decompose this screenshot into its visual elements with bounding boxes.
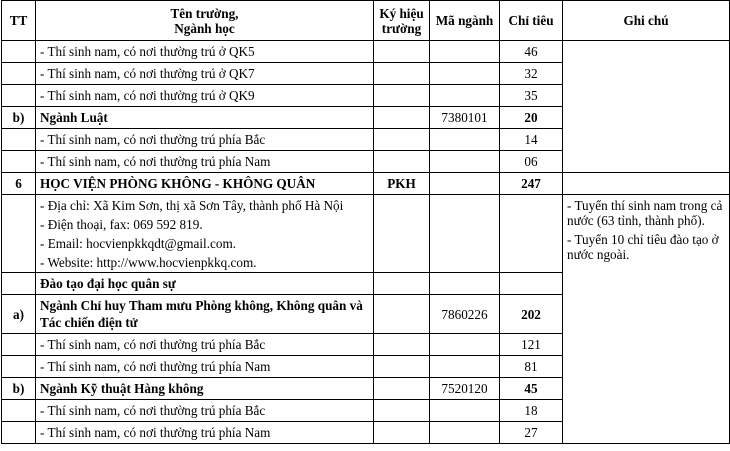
- row-quota: 27: [500, 422, 563, 444]
- email-line: - Email: hocvienpkkqdt@gmail.com.: [40, 236, 236, 251]
- row-quota: [500, 273, 563, 295]
- row-tt: [2, 334, 36, 356]
- row-name: - Thí sinh nam, có nơi thường trú phía Nam: [36, 422, 374, 444]
- row-name: - Thí sinh nam, có nơi thường trú ở QK9: [36, 85, 374, 107]
- header-code-line1: Ký hiệu: [379, 5, 424, 21]
- row-school-code: [374, 400, 430, 422]
- row-name: - Thí sinh nam, có nơi thường trú phía Nam: [36, 356, 374, 378]
- row-tt: [2, 41, 36, 63]
- row-quota: 14: [500, 129, 563, 151]
- row-name: - Thí sinh nam, có nơi thường trú ở QK7: [36, 63, 374, 85]
- row-school-code: [374, 85, 430, 107]
- row-major-code: [430, 422, 500, 444]
- row-tt: [2, 273, 36, 295]
- row-major-code: [430, 41, 500, 63]
- row-school-code: [374, 107, 430, 129]
- table-row: [2, 195, 730, 273]
- row-major-code: [430, 334, 500, 356]
- row-school-code: [374, 63, 430, 85]
- row-major-code: [430, 400, 500, 422]
- header-major-code: Mã ngành: [430, 1, 500, 41]
- row-quota: 81: [500, 356, 563, 378]
- row-name: - Thí sinh nam, có nơi thường trú phía Bắc: [36, 129, 374, 151]
- row-major-code: [430, 151, 500, 173]
- header-row: [2, 1, 730, 41]
- row-quota: 35: [500, 85, 563, 107]
- row-school-code: [374, 41, 430, 63]
- header-note: Ghi chú: [563, 1, 730, 41]
- row-major-code: [430, 273, 500, 295]
- header-name-line2: Ngành học: [174, 20, 235, 36]
- table-row: [2, 41, 730, 63]
- row-quota: 247: [500, 173, 563, 195]
- header-tt: TT: [2, 1, 36, 41]
- row-note-empty: [563, 41, 730, 173]
- row-major-code: 7860226: [430, 295, 500, 334]
- row-quota: 06: [500, 151, 563, 173]
- row-major-code: [430, 85, 500, 107]
- row-tt: [2, 400, 36, 422]
- row-name: Ngành Chỉ huy Tham mưu Phòng không, Không quân và Tác chiến điện tử: [36, 295, 374, 334]
- row-quota: 45: [500, 378, 563, 400]
- note-recruit-nationwide: - Tuyển thí sinh nam trong cả nước (63 tỉnh, thành phố).: [567, 198, 723, 228]
- row-name: Đào tạo đại học quân sự: [36, 273, 374, 295]
- row-tt: [2, 356, 36, 378]
- header-school-code: [374, 1, 430, 41]
- row-name: Ngành Kỹ thuật Hàng không: [36, 378, 374, 400]
- row-quota: 46: [500, 41, 563, 63]
- row-name: - Thí sinh nam, có nơi thường trú phía Bắc: [36, 334, 374, 356]
- row-major-code: 7520120: [430, 378, 500, 400]
- row-school-code: [374, 356, 430, 378]
- row-name: HỌC VIỆN PHÒNG KHÔNG - KHÔNG QUÂN: [36, 173, 374, 195]
- row-quota: 32: [500, 63, 563, 85]
- header-name-line1: Tên trường,: [170, 5, 239, 21]
- row-tt: [2, 422, 36, 444]
- row-major-code: [430, 195, 500, 273]
- row-major-code: 7380101: [430, 107, 500, 129]
- row-school-code: [374, 422, 430, 444]
- row-school-code: PKH: [374, 173, 430, 195]
- phone-line: - Điện thoại, fax: 069 592 819.: [40, 217, 203, 232]
- row-quota: 18: [500, 400, 563, 422]
- row-tt: 6: [2, 173, 36, 195]
- row-tt: b): [2, 107, 36, 129]
- header-code-line2: trường: [381, 20, 422, 36]
- row-note-empty: [563, 173, 730, 195]
- row-major-code: [430, 129, 500, 151]
- row-tt: [2, 195, 36, 273]
- row-tt: [2, 151, 36, 173]
- row-school-code: [374, 295, 430, 334]
- row-quota: [500, 195, 563, 273]
- row-major-code: [430, 173, 500, 195]
- row-name: - Thí sinh nam, có nơi thường trú phía Nam: [36, 151, 374, 173]
- row-school-code: [374, 273, 430, 295]
- row-school-code: [374, 129, 430, 151]
- admission-quota-table: [1, 0, 730, 444]
- website-line: - Website: http://www.hocvienpkkq.com.: [40, 255, 257, 270]
- row-name: Ngành Luật: [36, 107, 374, 129]
- row-school-code: [374, 195, 430, 273]
- row-tt: a): [2, 295, 36, 334]
- address-line: - Địa chỉ: Xã Kim Sơn, thị xã Sơn Tây, thành phố Hà Nội: [40, 198, 344, 213]
- row-tt: [2, 129, 36, 151]
- address-block: [36, 195, 374, 273]
- row-name: - Thí sinh nam, có nơi thường trú ở QK5: [36, 41, 374, 63]
- row-major-code: [430, 63, 500, 85]
- note-abroad-quota: - Tuyển 10 chỉ tiêu đào tạo ở nước ngoài.: [567, 232, 719, 262]
- row-school-code: [374, 334, 430, 356]
- row-name: - Thí sinh nam, có nơi thường trú phía Bắc: [36, 400, 374, 422]
- row-tt: b): [2, 378, 36, 400]
- table-row: [2, 173, 730, 195]
- header-quota: Chỉ tiêu: [500, 1, 563, 41]
- row-school-code: [374, 151, 430, 173]
- row-major-code: [430, 356, 500, 378]
- row-quota: 202: [500, 295, 563, 334]
- row-school-code: [374, 378, 430, 400]
- header-name: [36, 1, 374, 41]
- row-quota: 20: [500, 107, 563, 129]
- note-cell: [563, 195, 730, 444]
- row-quota: 121: [500, 334, 563, 356]
- row-tt: [2, 85, 36, 107]
- row-tt: [2, 63, 36, 85]
